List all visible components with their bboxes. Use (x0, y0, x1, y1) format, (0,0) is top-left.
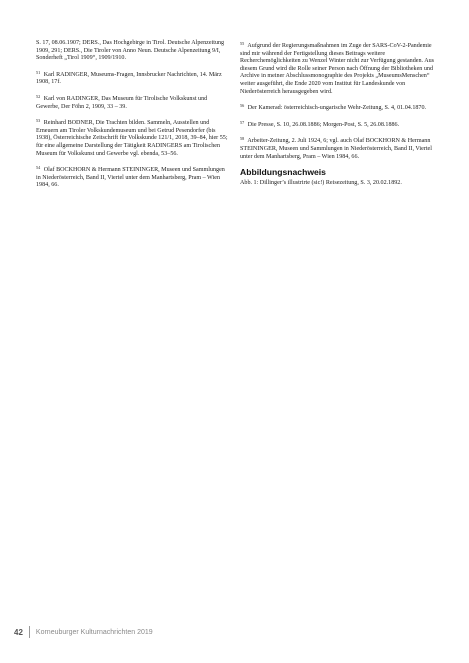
footnote-continued (36, 40, 228, 63)
footnote-51 (36, 69, 228, 87)
footnote-number: 53 (36, 118, 41, 124)
footnote-number: 56 (240, 103, 245, 109)
image-credit: Abb. 1: Dillinger’s illustrirte (sic!) Reisezeitung, S. 3, 20.02.1892. (240, 180, 402, 187)
page-footer (14, 626, 153, 638)
footnote-text: Die Presse, S. 10, 26.08.1886; Morgen-Post, S. 5, 26.08.1886. (247, 121, 400, 128)
footnote-number: 52 (36, 93, 41, 99)
publication-title: Korneuburger Kulturnachrichten 2019 (35, 628, 153, 636)
footnote-text: Olaf BOCKHORN & Hermann STEININGER, Museen und Sammlungen in Niederösterreich, Band II, Viertel unter dem Manhartsberg, Pram – Wien 1984, 66. (36, 167, 225, 189)
footnote-text: Reinhard BODNER, Die Trachten bilden. Sammeln, Ausstellen und Erneuern am Tiroler Volkskundemuseum und bei Getrud Pesendorfer (bis 1938), Österreichische Zeitschrift für Volkskunde 121/1, 2018, 39–84, hier 55; für eine allgemeine Darstellung der Tätigkeit RADINGERS am Tirolischen Museum für Volkskunst und Gewerbe vgl. ebenda, 53–56. (36, 120, 228, 157)
footnote-number: 57 (240, 119, 245, 125)
footnote-number: 58 (240, 136, 245, 142)
section-heading: Abbildungsnachweis (240, 167, 326, 178)
footnote-text: S. 17, 08.06.1907; DERS., Das Hochgebirge in Tirol. Deutsche Alpenzeitung 1909, 291; DERS., Die Tiroler von Anno Neun. Deutsche Alpenzeitung 9/I, Sonderheft „Tirol 1909“, 1909/1910. (36, 40, 225, 62)
footnote-56 (240, 102, 435, 113)
footnote-number: 54 (36, 165, 41, 171)
footnote-number: 51 (36, 69, 41, 75)
footnote-57 (240, 119, 435, 130)
footnote-54 (36, 164, 228, 190)
footnote-52 (36, 93, 228, 111)
footnote-58 (240, 135, 435, 161)
footnote-text: Der Kamerad: österreichisch-ungarische Wehr-Zeitung, S. 4, 01.04.1870. (247, 105, 427, 112)
footnote-55 (240, 40, 435, 96)
footnote-text: Arbeiter-Zeitung, 2. Juli 1924, 6; vgl. auch Olaf BOCKHORN & Hermann STEININGER, Museen und Sammlungen in Niederösterreich, Band II, Viertel unter dem Manhartsberg, Pram – Wien 1984, 66. (240, 138, 432, 160)
page-number: 42 (14, 627, 23, 637)
footnote-number: 55 (240, 41, 245, 46)
footnotes-right-column (240, 40, 435, 188)
footnote-text: Karl von RADINGER, Das Museum für Tirolische Volkskunst und Gewerbe, Der Föhn 2, 1909, 33 – 39. (36, 95, 208, 110)
footer-divider (29, 626, 30, 638)
footnotes-left-column (36, 40, 228, 196)
footnote-text: Aufgrund der Regierungsmaßnahmen im Zuge der SARS-CoV-2-Pandemie sind mir während der Fertigstellung dieses Beitrags weitere Recherchemöglichkeiten zu Wenzel Winter nicht zur Verfügung gestanden. Aus diesem Grund wird die Rolle seiner Person nach Öffnung der Bibliotheken und Archive in meiner Abschlussmonographie des Projekts „MuseumsMenschen“ weiter ausgeführt, die Ende 2020 vom Institut für Landeskunde von Niederösterreich herausgegeben wird. (240, 43, 435, 95)
footnote-53 (36, 117, 228, 158)
footnote-text: Karl RADINGER, Museums-Fragen, Innsbrucker Nachrichten, 14. März 1908, 17f. (36, 71, 222, 86)
